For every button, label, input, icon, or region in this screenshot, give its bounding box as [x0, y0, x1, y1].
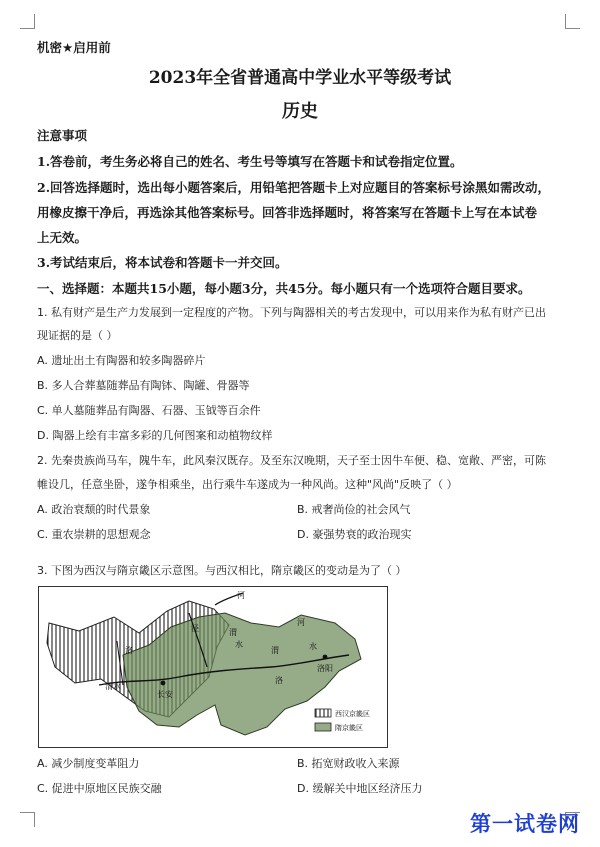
- map-label-wei-2: 渭: [271, 646, 279, 655]
- crop-mark-top-left: [20, 14, 35, 29]
- map-label-luo-1: 洛: [125, 646, 133, 655]
- q1-stem-line-2: 现证据的是（ ）: [37, 329, 118, 342]
- crop-mark-bottom-left: [20, 812, 35, 827]
- map-label-shui-1: 水: [235, 640, 243, 649]
- notes-heading: 注意事项: [37, 128, 88, 143]
- capital-region-map: [38, 586, 388, 748]
- q1-option-d: D. 陶器上绘有丰富多彩的几何图案和动植物纹样: [37, 429, 273, 442]
- q1-option-b: B. 多人合葬墓随葬品有陶钵、陶罐、骨器等: [37, 379, 250, 392]
- map-label-wei-1: 渭: [229, 628, 237, 637]
- map-label-jing: 泾: [191, 624, 199, 633]
- map-label-changan: 长安: [157, 690, 173, 699]
- note-line-3: 用橡皮擦干净后，再选涂其他答案标号。回答非选择题时，将答案写在答题卡上写在本试卷: [37, 205, 538, 220]
- q1-option-a: A. 遗址出土有陶器和较多陶器碎片: [37, 354, 206, 367]
- subject-title: 历史: [282, 101, 318, 122]
- map-label-he: 河: [237, 591, 245, 600]
- q2-option-c: C. 重农崇耕的思想观念: [37, 528, 151, 541]
- note-line-5: 3.考试结束后，将本试卷和答题卡一并交回。: [37, 255, 288, 270]
- map-label-shui-2: 水: [309, 642, 317, 651]
- q2-option-b: B. 戒奢尚俭的社会风气: [297, 503, 411, 516]
- q3-option-c: C. 促进中原地区民族交融: [37, 782, 162, 795]
- map-label-qingshui: 清水: [105, 682, 121, 691]
- q3-stem: 3. 下图为西汉与隋京畿区示意图。与西汉相比，隋京畿区的变动是为了（ ）: [37, 564, 407, 577]
- exam-title: 2023年全省普通高中学业水平等级考试: [148, 68, 452, 88]
- note-line-4: 上无效。: [37, 230, 88, 245]
- note-line-2: 2.回答选择题时，选出每小题答案后，用铅笔把答题卡上对应题目的答案标号涂黑如需改动，: [37, 180, 551, 195]
- q2-stem-line-1: 2. 先秦贵族尚马车，隗牛车，此风秦汉既存。及至东汉晚期，天子至士因牛车便、稳、宽敞、严密，可陈: [37, 454, 546, 467]
- q1-stem-line-1: 1. 私有财产是生产力发展到一定程度的产物。下列与陶器相关的考古发现中，可以用来作为私有财产已出: [37, 306, 546, 319]
- site-watermark: 第一试卷网: [470, 812, 580, 836]
- q3-option-a: A. 减少制度变革阻力: [37, 757, 140, 770]
- map-label-luo-2: 洛: [275, 676, 283, 685]
- note-line-1: 1.答卷前，考生务必将自己的姓名、考生号等填写在答题卡和试卷指定位置。: [37, 154, 463, 169]
- map-label-luoyang: 洛阳: [317, 664, 333, 673]
- q2-option-a: A. 政治衰颓的时代景象: [37, 503, 151, 516]
- q2-stem-line-2: 帷设几，任意坐卧，遂争相乘坐，出行乘牛车遂成为一种风尚。这种"风尚"反映了（ ）: [37, 478, 458, 491]
- map-label-he-2: 河: [297, 618, 305, 627]
- q1-option-c: C. 单人墓随葬品有陶器、石器、玉钺等百余件: [37, 404, 261, 417]
- q3-option-d: D. 缓解关中地区经济压力: [297, 782, 423, 795]
- crop-mark-top-right: [565, 14, 580, 29]
- legend-western-han: 西汉京畿区: [335, 710, 370, 718]
- map-svg: [39, 587, 387, 747]
- confidential-label: 机密★启用前: [37, 40, 111, 55]
- section-heading: 一、选择题：本题共15小题，每小题3分，共45分。每小题只有一个选项符合题目要求。: [37, 281, 531, 296]
- q3-option-b: B. 拓宽财政收入来源: [297, 757, 400, 770]
- q2-option-d: D. 豪强势衰的政治现实: [297, 528, 412, 541]
- legend-sui: 隋京畿区: [335, 724, 363, 732]
